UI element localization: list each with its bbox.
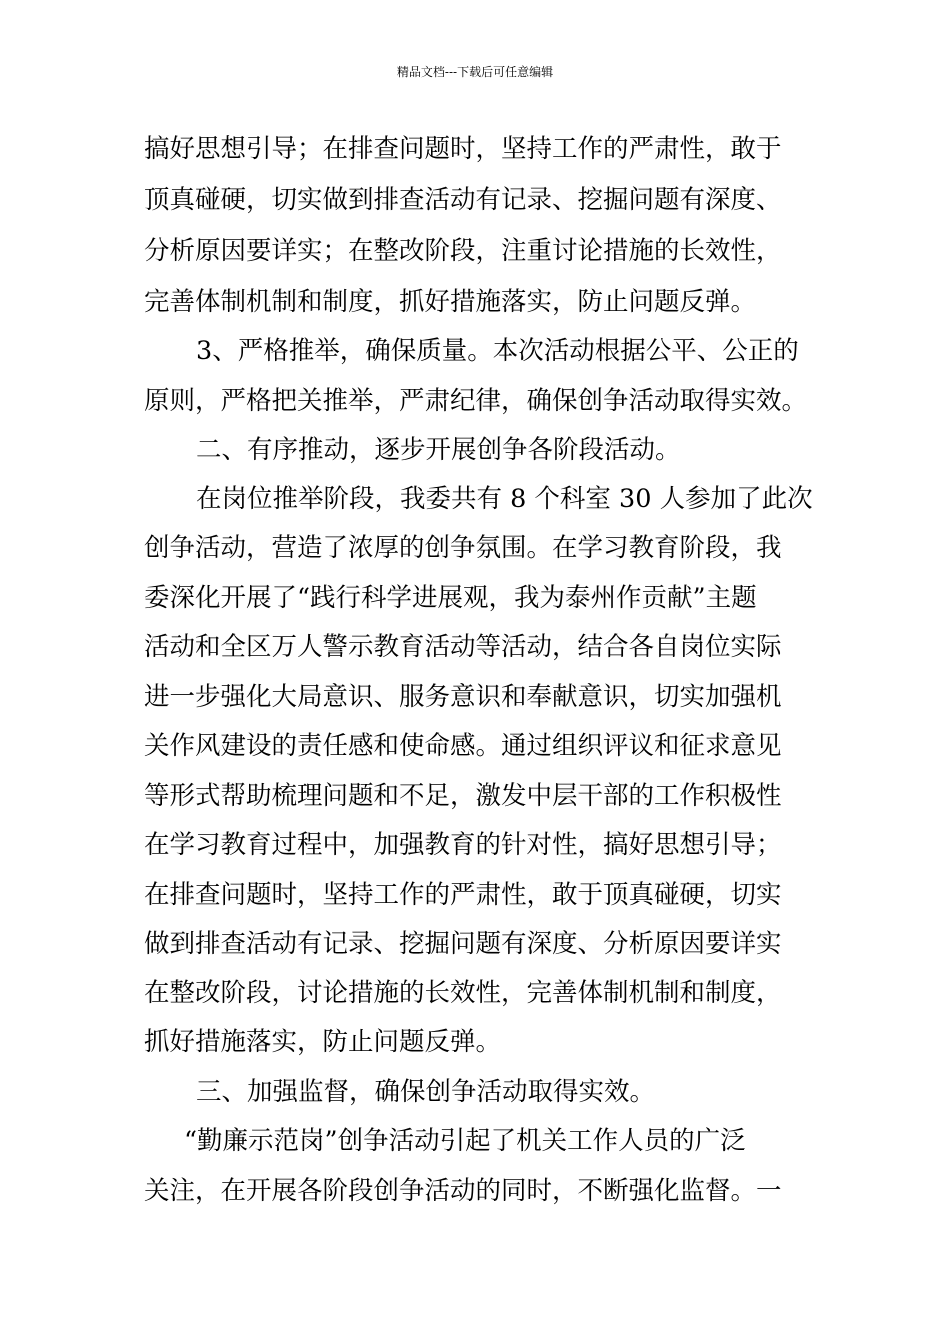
page-header: 精品文档---下载后可任意编辑	[396, 65, 554, 79]
body-line-10: 委深化开展了“践行科学进展观，我为泰州作贡献”主题	[144, 583, 757, 613]
body-line-3: 分析原因要详实；在整改阶段，注重讨论措施的长效性，	[144, 236, 782, 266]
body-line-18: 在整改阶段，讨论措施的长效性，完善体制机制和制度，	[144, 978, 782, 1008]
body-line-12: 进一步强化大局意识、服务意识和奉献意识，切实加强机	[144, 682, 782, 712]
body-line-13: 关作风建设的责任感和使命感。通过组织评议和征求意见	[144, 731, 782, 761]
body-line-17: 做到排查活动有记录、挖掘问题有深度、分析原因要详实	[144, 929, 782, 959]
body-line-14: 等形式帮助梳理问题和不足，激发中层干部的工作积极性	[144, 781, 782, 811]
body-line-7: 二、有序推动，逐步开展创争各阶段活动。	[196, 435, 681, 465]
body-line-16: 在排查问题时，坚持工作的严肃性，敢于顶真碰硬，切实	[144, 880, 782, 910]
body-line-22: 关注，在开展各阶段创争活动的同时，不断强化监督。一	[144, 1176, 782, 1206]
body-line-9: 创争活动，营造了浓厚的创争氛围。在学习教育阶段，我	[144, 533, 782, 563]
body-line-5: 3、严格推举，确保质量。本次活动根据公平、公正的	[196, 336, 799, 366]
body-line-6: 原则，严格把关推举，严肃纪律，确保创争活动取得实效。	[144, 386, 808, 416]
body-line-20: 三、加强监督，确保创争活动取得实效。	[196, 1077, 656, 1107]
body-line-15: 在学习教育过程中，加强教育的针对性，搞好思想引导；	[144, 830, 782, 860]
body-line-2: 顶真碰硬，切实做到排查活动有记录、挖掘问题有深度、	[144, 185, 782, 215]
body-line-21: “勤廉示范岗”创争活动引起了机关工作人员的广泛	[184, 1126, 746, 1156]
body-line-19: 抓好措施落实，防止问题反弹。	[144, 1027, 502, 1057]
body-line-8: 在岗位推举阶段，我委共有 8 个科室 30 人参加了此次	[196, 484, 813, 514]
body-line-4: 完善体制机制和制度，抓好措施落实，防止问题反弹。	[144, 287, 757, 317]
body-line-11: 活动和全区万人警示教育活动等活动，结合各自岗位实际	[144, 632, 782, 662]
body-line-1: 搞好思想引导；在排查问题时，坚持工作的严肃性，敢于	[144, 134, 782, 164]
